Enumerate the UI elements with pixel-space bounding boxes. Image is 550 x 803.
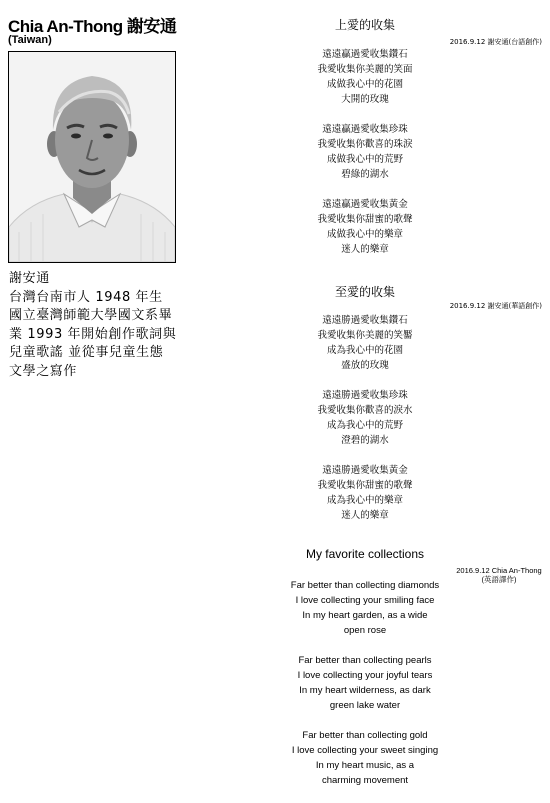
poem-line: 成做我心中的樂章 [326, 229, 403, 240]
author-photo [8, 51, 176, 263]
poem-credit [453, 566, 545, 584]
poem-line: charming movement [321, 775, 409, 786]
poem-stanza [280, 197, 450, 257]
poem-stanza [280, 388, 450, 448]
poem-line: I love collecting your sweet singing [291, 745, 439, 756]
poem-line: 遠遠贏過愛收集鑽石 [322, 49, 408, 60]
poem-line: 迷人的樂章 [341, 510, 389, 521]
poem-line: 我愛收集你美麗的笑靨 [317, 330, 413, 341]
poem-line: open rose [343, 625, 387, 636]
bio-line: 兒童歌謠 並從事兒童生態 [9, 345, 164, 360]
poem-line: 成做我心中的花園 [326, 79, 403, 90]
poem-line: 我愛收集你歡喜的淚水 [317, 405, 413, 416]
poem-line: 成為我心中的荒野 [326, 420, 403, 431]
poem-credit: 2016.9.12 謝安通(華語創作) [449, 302, 542, 310]
poem-stanza [280, 653, 450, 713]
bio-line: 謝安通 [9, 271, 50, 286]
poem-line: 成做我心中的荒野 [326, 154, 403, 165]
author-country: (Taiwan) [8, 34, 52, 46]
poem-title: My favorite collections [305, 547, 425, 561]
poem-stanza [280, 728, 450, 788]
poem-line: 遠遠勝過愛收集鑽石 [322, 315, 408, 326]
poem-line: 成為我心中的樂章 [326, 495, 403, 506]
poem-credit-line: (英語譯作) [481, 575, 517, 584]
poem-line: 大開的玫瑰 [341, 94, 389, 105]
poem-body [280, 578, 450, 803]
poem-line: 遠遠贏過愛收集黃金 [322, 199, 408, 210]
poem-body [280, 313, 450, 538]
bio-line: 台灣台南市人 1948 年生 [9, 289, 163, 305]
poem-line: 我愛收集你歡喜的珠淚 [317, 139, 413, 150]
poem-line: 盛放的玫瑰 [341, 360, 389, 371]
poem-line: In my heart garden, as a wide [302, 610, 428, 621]
poem-line: In my heart wilderness, as dark [299, 685, 431, 696]
poem-title: 上愛的收集 [334, 18, 395, 32]
poem-line: In my heart music, as a [315, 760, 415, 771]
poem-body [280, 47, 450, 272]
bio-line: 業 1993 年開始創作歌詞與 [9, 326, 177, 342]
poem-line: I love collecting your smiling face [295, 595, 435, 606]
author-name: Chia An-Thong 謝安通 [8, 17, 177, 36]
poem-line: I love collecting your joyful tears [297, 670, 433, 681]
poem-line: 澄碧的湖水 [341, 435, 389, 446]
poem-stanza [280, 122, 450, 182]
poem-line: 成為我心中的花園 [326, 345, 403, 356]
poem-line: green lake water [329, 700, 401, 711]
poem-credit: 2016.9.12 謝安通(台語創作) [449, 38, 542, 46]
poem-stanza [280, 578, 450, 638]
bio-line: 文學之寫作 [9, 363, 78, 379]
bio-line: 國立臺灣師範大學國文系畢 [9, 308, 173, 323]
author-bio [9, 270, 189, 381]
poem-line: Far better than collecting diamonds [290, 580, 440, 591]
poem-line: 我愛收集你甜蜜的歌聲 [317, 214, 413, 225]
poem-credit-line: 2016.9.12 Chia An-Thong [456, 566, 542, 575]
poem-line: 我愛收集你美麗的笑面 [317, 64, 413, 75]
poem-stanza [280, 313, 450, 373]
poem-line: Far better than collecting pearls [298, 655, 432, 666]
poem-line: 遠遠勝過愛收集珍珠 [322, 390, 408, 401]
poem-stanza [280, 47, 450, 107]
poem-line: 遠遠勝過愛收集黃金 [322, 465, 408, 476]
poem-line: 我愛收集你甜蜜的歌聲 [317, 480, 413, 491]
poem-stanza [280, 463, 450, 523]
poem-line: Far better than collecting gold [302, 730, 428, 741]
poem-title: 至愛的收集 [334, 285, 395, 299]
poem-line: 碧綠的湖水 [341, 169, 389, 180]
poem-line: 遠遠贏過愛收集珍珠 [322, 124, 408, 135]
poem-line: 迷人的樂章 [341, 244, 389, 255]
